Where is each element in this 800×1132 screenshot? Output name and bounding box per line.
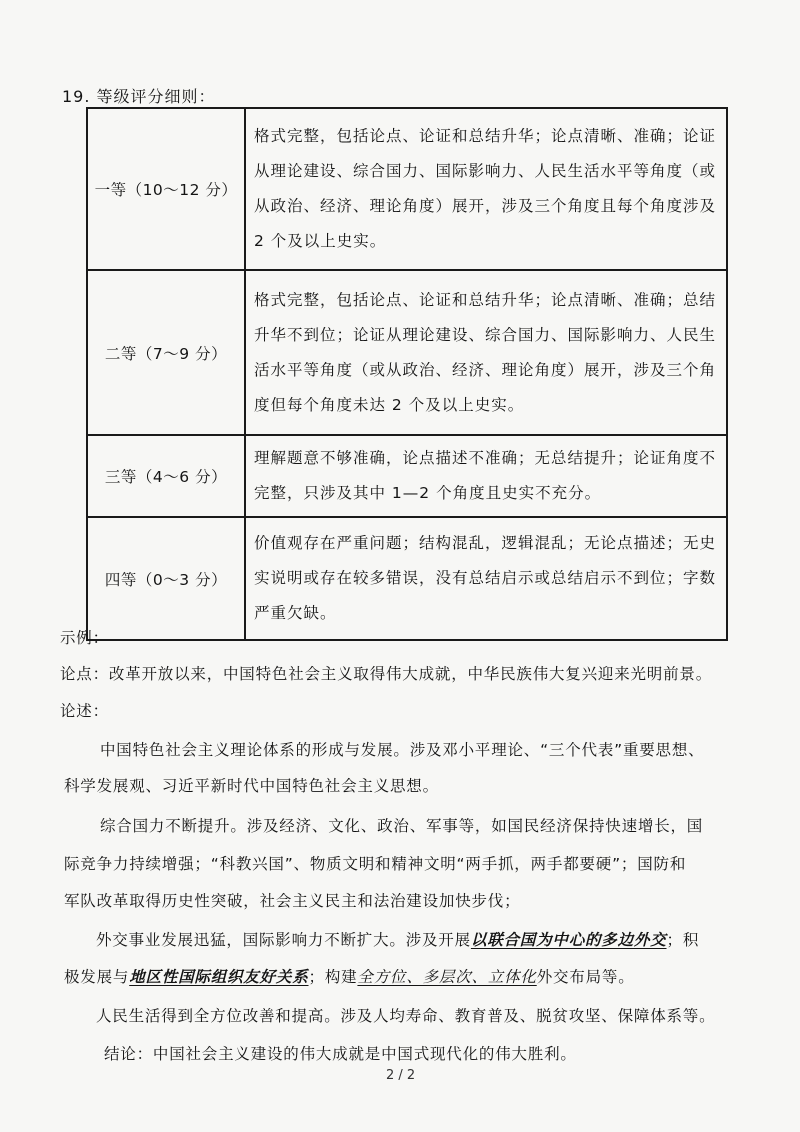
description-cell: 格式完整，包括论点、论证和总结升华；论点清晰、准确；论证从理论建设、综合国力、国际影响力、人民生活水平等角度（或从政治、经济、理论角度）展开，涉及三个角度且每个角度涉及 2 个及以上史实。 [245, 108, 727, 270]
emphasis-text: 以联合国为中心的多边外交 [470, 931, 667, 949]
paragraph-2-line-3: 军队改革取得历史性突破，社会主义民主和法治建设加快步伐； [64, 892, 521, 910]
table-row [87, 108, 727, 270]
argument-label: 论述： [60, 702, 109, 720]
grade-cell: 一等（10～12 分） [87, 108, 245, 270]
emphasis-text: 地区性国际组织友好关系 [129, 968, 309, 986]
conclusion-line: 结论：中国社会主义建设的伟大成就是中国式现代化的伟大胜利。 [104, 1045, 577, 1063]
description-cell: 价值观存在严重问题；结构混乱，逻辑混乱；无论点描述；无史实说明或存在较多错误，没有总结启示或总结启示不到位；字数严重欠缺。 [245, 517, 727, 640]
text-run: ；积 [666, 931, 700, 949]
text-run: ；构建 [308, 968, 358, 986]
question-title: 19. 等级评分细则： [62, 87, 216, 106]
page-number: 2 / 2 [386, 1068, 416, 1083]
grade-cell: 四等（0～3 分） [87, 517, 245, 640]
text-run: 极发展与 [64, 968, 130, 986]
emphasis-text: 全方位、多层次、立体化 [357, 968, 537, 986]
grade-cell: 三等（4～6 分） [87, 435, 245, 517]
table-row [87, 517, 727, 640]
grade-cell: 二等（7～9 分） [87, 270, 245, 435]
paragraph-4: 人民生活得到全方位改善和提高。涉及人均寿命、教育普及、脱贫攻坚、保障体系等。 [96, 1007, 716, 1025]
thesis-line: 论点：改革开放以来，中国特色社会主义取得伟大成就，中华民族伟大复兴迎来光明前景。 [60, 665, 713, 683]
paragraph-1-line-2: 科学发展观、习近平新时代中国特色社会主义思想。 [64, 777, 439, 795]
text-run: 外交布局等。 [536, 968, 635, 986]
example-label: 示例： [60, 629, 109, 647]
description-cell: 格式完整，包括论点、论证和总结升华；论点清晰、准确；总结升华不到位；论证从理论建设、综合国力、国际影响力、人民生活水平等角度（或从政治、经济、理论角度）展开，涉及三个角度但每个角度未达 2 个及以上史实。 [245, 270, 727, 435]
paragraph-3-line-1 [96, 928, 699, 950]
description-cell: 理解题意不够准确，论点描述不准确；无总结提升；论证角度不完整，只涉及其中 1—2 个角度且史实不充分。 [245, 435, 727, 517]
table-row [87, 270, 727, 435]
table-row [87, 435, 727, 517]
grading-table [86, 107, 728, 641]
paragraph-2-line-1: 综合国力不断提升。涉及经济、文化、政治、军事等，如国民经济保持快速增长，国 [100, 817, 704, 835]
paragraph-1-line-1: 中国特色社会主义理论体系的形成与发展。涉及邓小平理论、“三个代表”重要思想、 [100, 741, 705, 759]
paragraph-2-line-2: 际竞争力持续增强；“科教兴国”、物质文明和精神文明“两手抓，两手都要硬”；国防和 [64, 855, 687, 873]
text-run: 外交事业发展迅猛，国际影响力不断扩大。涉及开展 [96, 931, 471, 949]
paragraph-3-line-2 [64, 965, 635, 987]
